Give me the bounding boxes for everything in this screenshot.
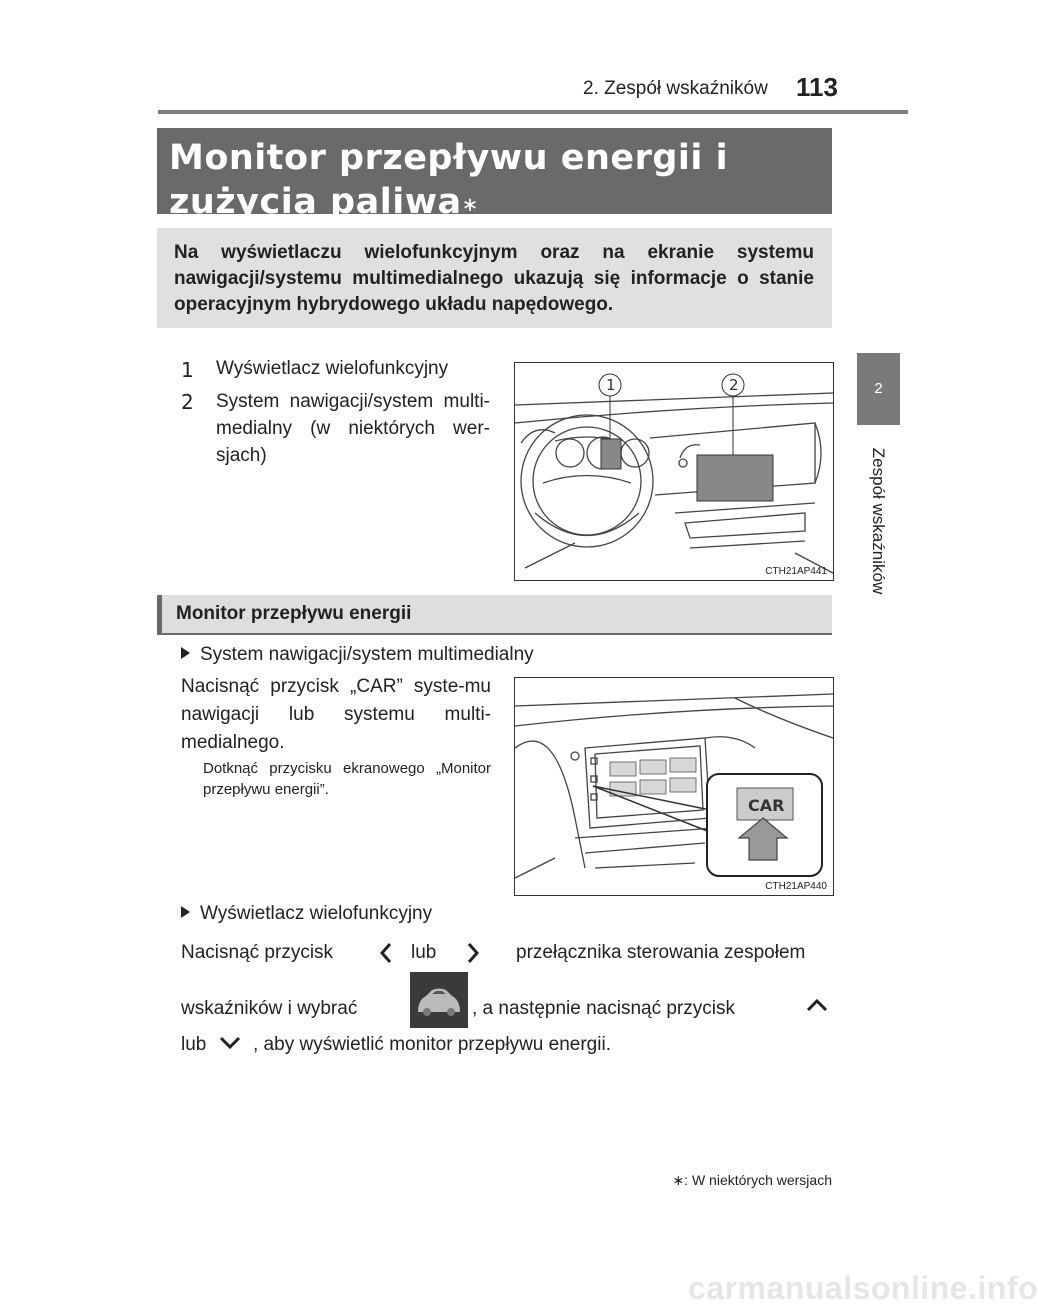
figure2-code: CTH21AP440	[765, 881, 827, 892]
figure1-code: CTH21AP441	[765, 566, 827, 577]
car-icon	[410, 972, 468, 1028]
dashboard-figure	[514, 362, 834, 581]
title-asterisk: ∗	[461, 192, 479, 216]
section-title	[169, 136, 832, 224]
dashboard-illustration	[515, 363, 833, 580]
chapter-tab-label	[856, 436, 900, 606]
subsection-rule	[157, 633, 832, 635]
item-1-number: 1	[181, 358, 194, 382]
instr-text-5: , a następnie nacisnąć przycisk	[472, 998, 735, 1019]
chevron-down-icon	[218, 1035, 242, 1051]
section-title-text: Monitor przepływu energii i zużycia paliwa	[169, 138, 729, 222]
instr-text-1: Nacisnąć przycisk	[181, 942, 334, 963]
car-button-instruction: Nacisnąć przycisk „CAR” syste-mu nawigacji lub systemu multi-medialnego.	[181, 676, 491, 753]
chapter-tab-text: Zespół wskaźników	[869, 447, 888, 595]
bullet-triangle-icon	[181, 906, 190, 918]
callout-1: 1	[606, 376, 616, 394]
instr-text-6: lub	[181, 1034, 207, 1055]
subsection-header	[157, 595, 832, 633]
instr-text-4: wskaźników i wybrać	[181, 998, 358, 1019]
footnote-asterisk: ∗	[672, 1172, 685, 1188]
intro-text: Na wyświetlaczu wielofunkcyjnym oraz na ekranie systemu nawigacji/systemu multimedialnego ukazują się informacje o stanie operacyjnym hybrydowego układu napędowego.	[174, 242, 814, 315]
instr-text-7: , aby wyświetlić monitor przepływu energii.	[253, 1034, 611, 1055]
bullet-nav-system-text: System nawigacji/system multimedialny	[200, 644, 534, 665]
footnote-text: : W niektórych wersjach	[684, 1172, 832, 1188]
subsection-title: Monitor przepływu energii	[176, 603, 412, 624]
car-button-figure	[514, 677, 834, 896]
flow-monitor-instruction: Dotknąć przycisku ekranowego „Monitor przepływu energii”.	[203, 760, 491, 798]
header-rule	[158, 110, 908, 114]
callout-2: 2	[729, 376, 739, 394]
item-2-number: 2	[181, 390, 194, 414]
bullet-multi-display	[181, 903, 432, 925]
page-number: 113	[796, 72, 838, 102]
chevron-up-icon	[805, 997, 829, 1013]
instr-text-3: przełącznika sterowania zespołem	[516, 942, 806, 963]
section-title-box	[157, 128, 832, 222]
car-icon-graphic	[410, 972, 468, 1028]
bullet-multi-display-text: Wyświetlacz wielofunkcyjny	[200, 903, 433, 924]
car-button-label: CAR	[748, 796, 785, 815]
footnote	[672, 1172, 832, 1189]
chevron-right-icon	[465, 941, 481, 965]
intro-box	[157, 228, 832, 328]
chapter-header: 2. Zespół wskaźników	[583, 78, 768, 99]
watermark: carmanualsonline.info	[688, 1270, 1038, 1306]
chevron-left-icon	[378, 941, 394, 965]
chapter-tab[interactable]: 2	[857, 353, 900, 425]
item-2-label: System nawigacji/system multi-medialny (w niektórych wer-sjach)	[216, 391, 490, 466]
center-console-illustration	[515, 678, 833, 895]
bullet-nav-system	[181, 644, 534, 666]
bullet-triangle-icon	[181, 647, 190, 659]
item-1-label: Wyświetlacz wielofunkcyjny	[216, 358, 449, 379]
instr-text-2: lub	[411, 942, 437, 963]
